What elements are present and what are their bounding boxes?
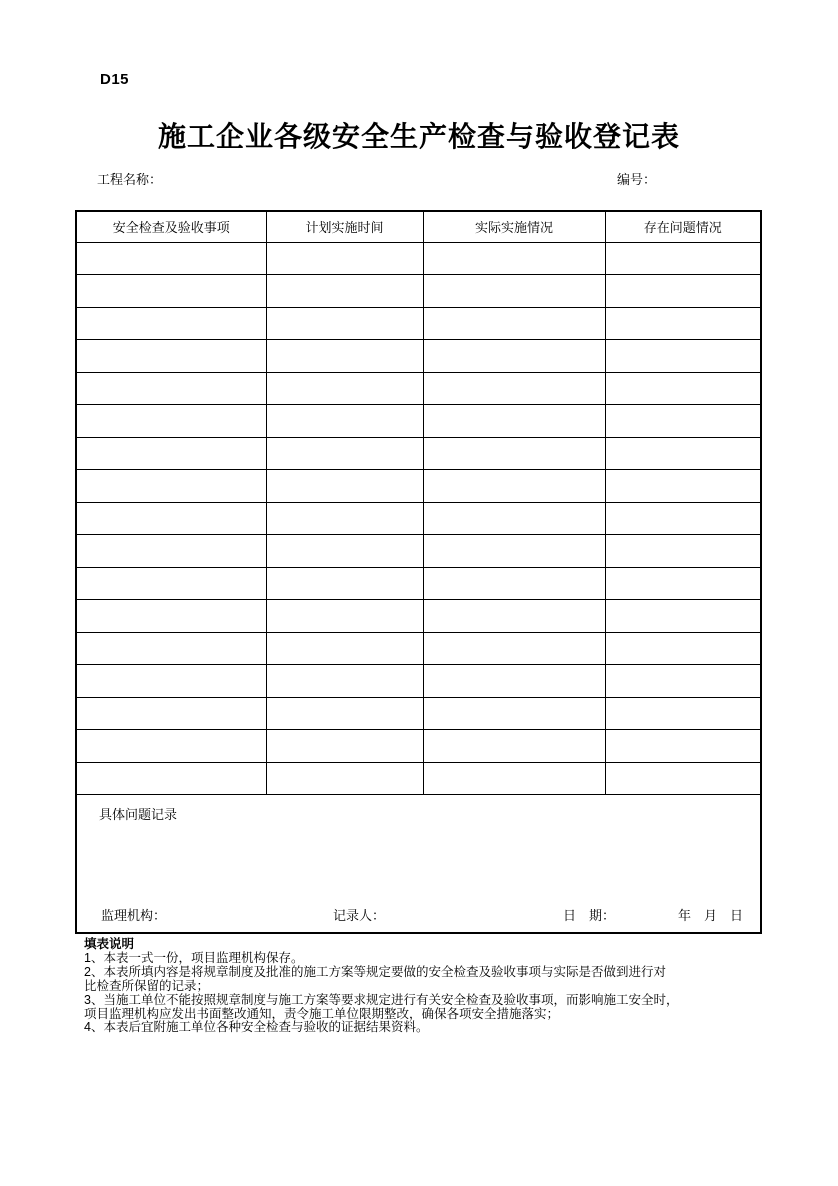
cell-actual-implementation-status[interactable] (423, 405, 605, 438)
serial-number-label: 编号： (617, 172, 657, 187)
cell-actual-implementation-status[interactable] (423, 632, 605, 665)
table-row (76, 502, 761, 535)
table-row (76, 535, 761, 568)
table-row (76, 762, 761, 795)
table-row (76, 405, 761, 438)
cell-planned-implementation-time[interactable] (266, 567, 423, 600)
cell-actual-implementation-status[interactable] (423, 535, 605, 568)
cell-existing-problem-status[interactable] (605, 372, 761, 405)
cell-existing-problem-status[interactable] (605, 632, 761, 665)
cell-actual-implementation-status[interactable] (423, 372, 605, 405)
header-inspection-acceptance-item: 安全检查及验收事项 (76, 211, 266, 242)
cell-planned-implementation-time[interactable] (266, 405, 423, 438)
table-row (76, 275, 761, 308)
cell-planned-implementation-time[interactable] (266, 730, 423, 763)
cell-planned-implementation-time[interactable] (266, 340, 423, 373)
form-code: D15 (100, 71, 130, 88)
cell-actual-implementation-status[interactable] (423, 242, 605, 275)
cell-actual-implementation-status[interactable] (423, 437, 605, 470)
cell-existing-problem-status[interactable] (605, 567, 761, 600)
cell-existing-problem-status[interactable] (605, 730, 761, 763)
header-actual-implementation-status: 实际实施情况 (423, 211, 605, 242)
cell-actual-implementation-status[interactable] (423, 307, 605, 340)
note-line-2: 2、本表所填内容是将规章制度及批准的施工方案等规定要做的安全检查及验收事项与实际是否做到进行对 (84, 964, 666, 979)
table-row (76, 600, 761, 633)
table-row (76, 437, 761, 470)
cell-inspection-acceptance-item[interactable] (76, 632, 266, 665)
cell-actual-implementation-status[interactable] (423, 340, 605, 373)
cell-inspection-acceptance-item[interactable] (76, 307, 266, 340)
cell-inspection-acceptance-item[interactable] (76, 470, 266, 503)
cell-planned-implementation-time[interactable] (266, 275, 423, 308)
cell-existing-problem-status[interactable] (605, 470, 761, 503)
table-row (76, 372, 761, 405)
cell-existing-problem-status[interactable] (605, 502, 761, 535)
cell-planned-implementation-time[interactable] (266, 437, 423, 470)
cell-actual-implementation-status[interactable] (423, 567, 605, 600)
cell-inspection-acceptance-item[interactable] (76, 665, 266, 698)
cell-existing-problem-status[interactable] (605, 762, 761, 795)
cell-planned-implementation-time[interactable] (266, 535, 423, 568)
cell-inspection-acceptance-item[interactable] (76, 242, 266, 275)
cell-actual-implementation-status[interactable] (423, 730, 605, 763)
note-line-4: 3、当施工单位不能按照规章制度与施工方案等要求规定进行有关安全检查及验收事项，而影响施工安全时， (84, 992, 679, 1007)
table-body (76, 242, 761, 795)
cell-existing-problem-status[interactable] (605, 307, 761, 340)
cell-planned-implementation-time[interactable] (266, 632, 423, 665)
cell-existing-problem-status[interactable] (605, 665, 761, 698)
cell-existing-problem-status[interactable] (605, 697, 761, 730)
cell-planned-implementation-time[interactable] (266, 307, 423, 340)
cell-existing-problem-status[interactable] (605, 437, 761, 470)
cell-inspection-acceptance-item[interactable] (76, 697, 266, 730)
table-row (76, 470, 761, 503)
date-year-month-day-placeholder: 年 月 日 (678, 907, 744, 923)
cell-planned-implementation-time[interactable] (266, 372, 423, 405)
cell-inspection-acceptance-item[interactable] (76, 730, 266, 763)
note-line-1: 1、本表一式一份，项目监理机构保存。 (84, 950, 304, 965)
table-row (76, 567, 761, 600)
table-row (76, 242, 761, 275)
recorder-label: 记录人： (333, 907, 386, 923)
table-row (76, 632, 761, 665)
table-row (76, 665, 761, 698)
cell-planned-implementation-time[interactable] (266, 762, 423, 795)
cell-existing-problem-status[interactable] (605, 275, 761, 308)
cell-inspection-acceptance-item[interactable] (76, 275, 266, 308)
cell-planned-implementation-time[interactable] (266, 697, 423, 730)
table-row (76, 307, 761, 340)
cell-inspection-acceptance-item[interactable] (76, 502, 266, 535)
problem-record-cell[interactable] (76, 795, 761, 933)
note-line-3: 比检查所保留的记录； (84, 978, 210, 993)
cell-existing-problem-status[interactable] (605, 340, 761, 373)
filling-instructions-section (84, 938, 784, 1035)
inspection-registration-table (75, 210, 762, 934)
problem-record-label: 具体问题记录 (99, 807, 178, 822)
signature-row (77, 905, 760, 921)
cell-actual-implementation-status[interactable] (423, 600, 605, 633)
cell-planned-implementation-time[interactable] (266, 502, 423, 535)
cell-existing-problem-status[interactable] (605, 600, 761, 633)
cell-planned-implementation-time[interactable] (266, 600, 423, 633)
cell-actual-implementation-status[interactable] (423, 275, 605, 308)
date-label: 日 期： (563, 907, 616, 923)
cell-inspection-acceptance-item[interactable] (76, 372, 266, 405)
project-name-label: 工程名称： (97, 172, 163, 187)
table-row (76, 730, 761, 763)
notes-heading: 填表说明 (84, 937, 135, 951)
cell-actual-implementation-status[interactable] (423, 697, 605, 730)
cell-existing-problem-status[interactable] (605, 242, 761, 275)
cell-actual-implementation-status[interactable] (423, 470, 605, 503)
table-row (76, 340, 761, 373)
problem-record-row (76, 795, 761, 933)
form-title: 施工企业各级安全生产检查与验收登记表 (157, 121, 680, 152)
cell-inspection-acceptance-item[interactable] (76, 600, 266, 633)
header-existing-problem-status: 存在问题情况 (605, 211, 761, 242)
cell-planned-implementation-time[interactable] (266, 665, 423, 698)
table-header-row (76, 211, 761, 242)
meta-row (0, 169, 838, 187)
cell-inspection-acceptance-item[interactable] (76, 567, 266, 600)
table-row (76, 697, 761, 730)
supervision-agency-label: 监理机构： (101, 907, 167, 923)
cell-inspection-acceptance-item[interactable] (76, 762, 266, 795)
cell-planned-implementation-time[interactable] (266, 242, 423, 275)
cell-existing-problem-status[interactable] (605, 535, 761, 568)
cell-actual-implementation-status[interactable] (423, 502, 605, 535)
cell-inspection-acceptance-item[interactable] (76, 437, 266, 470)
note-line-6: 4、本表后宜附施工单位各种安全检查与验收的证据结果资料。 (84, 1020, 429, 1035)
note-line-5: 项目监理机构应发出书面整改通知，责令施工单位限期整改，确保各项安全措施落实； (84, 1006, 560, 1021)
cell-planned-implementation-time[interactable] (266, 470, 423, 503)
cell-actual-implementation-status[interactable] (423, 665, 605, 698)
cell-actual-implementation-status[interactable] (423, 762, 605, 795)
cell-inspection-acceptance-item[interactable] (76, 535, 266, 568)
header-planned-implementation-time: 计划实施时间 (266, 211, 423, 242)
cell-inspection-acceptance-item[interactable] (76, 405, 266, 438)
cell-existing-problem-status[interactable] (605, 405, 761, 438)
cell-inspection-acceptance-item[interactable] (76, 340, 266, 373)
